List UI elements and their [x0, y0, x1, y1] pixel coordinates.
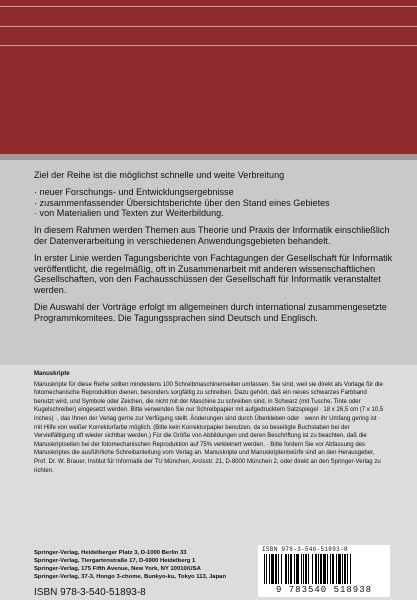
barcode-isbn: ISBN 978-3-540-51893-8 — [262, 546, 348, 553]
manuscript-body: Manuskripte für diese Reihe sollten mindestens 100 Schreibmaschinenseiten umfassen. Sie sind, weil sie direkt als Vorlage für die fotomechanische Reproduktion dienen, besonders sorgfältig zu schreiben. Dazu gehört, daß ein neues schwarzes Farbband benutzt wird, und Symbole oder Zeichen, die nicht mit der Maschine zu schreiben sind, in Schwarz (mit Tusche, Tinte oder Kugelschreiber) eingesetzt werden. Bitte verwenden Sie nur Schreibpapier mit aufgedrucktem Satzspiegel · 18 x 26,5 cm (7 x 10,5 inches) ·, das Ihnen der Verlag gerne zur Verfügung stellt. Änderungen sind durch Überkleben oder · wenn ihr Umfang gering ist · mit Hilfe von weißer Korrekturfarbe möglich. (Bitte kein Korrekturpapier benutzen, da so beseitigte Buchstaben bei der Vervielfältigung oft wieder sichtbar werden.) Für die Größe von Abbildungen und deren Beschriftung ist zu beachten, daß die Manuskriptseiten bei der fotomechanischen Reproduktion auf 75% verkleinert werden. · Bitte fordern Sie vor Abfassung des Manuskriptes die ausführliche Schreibanleitung vom Verlag an. Manuskripte und Manuskriptentwürfe sind an den Herausgeber, Prof. Dr. W. Brauer, Institut für Informatik der TU München, Arcisstr. 21, D-8000 München 2, oder direkt an den Springer-Verlag zu richten. — [34, 381, 384, 474]
barcode — [258, 545, 390, 597]
list-item: · zusammenfassender Übersichtsberichte über den Stand eines Gebietes — [34, 197, 330, 208]
list-item: · neuer Forschungs- und Entwicklungsergebnisse — [34, 186, 234, 197]
manuscript-section — [0, 365, 417, 600]
series-description — [0, 160, 417, 365]
publisher-line: Springer-Verlag, 175 Fifth Avenue, New York, NY 10010/USA — [34, 566, 201, 573]
list-item: · von Materialien und Texten zur Weiterbildung. — [34, 208, 224, 219]
band-rule — [0, 26, 417, 27]
band-rule — [0, 45, 417, 46]
paragraph: In diesem Rahmen werden Themen aus Theorie und Praxis der Informatik einschließlich der Datenverarbeitung in verschiedenen Anwendungsgebieten behandelt. — [34, 225, 390, 246]
cover-top-band — [0, 0, 417, 154]
paragraph: In erster Linie werden Tagungsberichte von Fachtagungen der Gesellschaft für Informatik veröffentlicht, die regelmäßig, oft in Zusammenarbeit mit anderen wissenschaftlichen Gesellschaften, von den Fachausschüssen der Gesellschaft für Informatik veranstaltet werden. — [34, 252, 393, 296]
publisher-line: Springer-Verlag, 37-3, Hongo 3-chome, Bunkyo-ku, Tokyo 113, Japan — [34, 574, 227, 581]
goal-list — [34, 187, 404, 219]
isbn-text: ISBN 978-3-540-51893-8 — [34, 587, 146, 598]
publisher-line: Springer-Verlag, Heidelberger Platz 3, D-1000 Berlin 33 — [34, 550, 187, 556]
publisher-line: Springer-Verlag, Tiergartenstraße 17, D-6900 Heidelberg 1 — [34, 558, 196, 565]
band-rule — [0, 6, 417, 7]
publisher-addresses — [34, 549, 254, 581]
paragraph: Die Auswahl der Vorträge erfolgt im allgemeinen durch international zusammengesetzte Programmkomitees. Die Tagungssprachen sind Deutsch und Englisch. — [34, 301, 387, 323]
intro-text: Ziel der Reihe ist die möglichst schnelle und weite Verbreitung — [34, 170, 285, 180]
barcode-number: 9 783540 518938 — [275, 585, 372, 595]
manuscript-title: Manuskripte — [34, 371, 70, 377]
barcode-bars — [262, 554, 386, 586]
